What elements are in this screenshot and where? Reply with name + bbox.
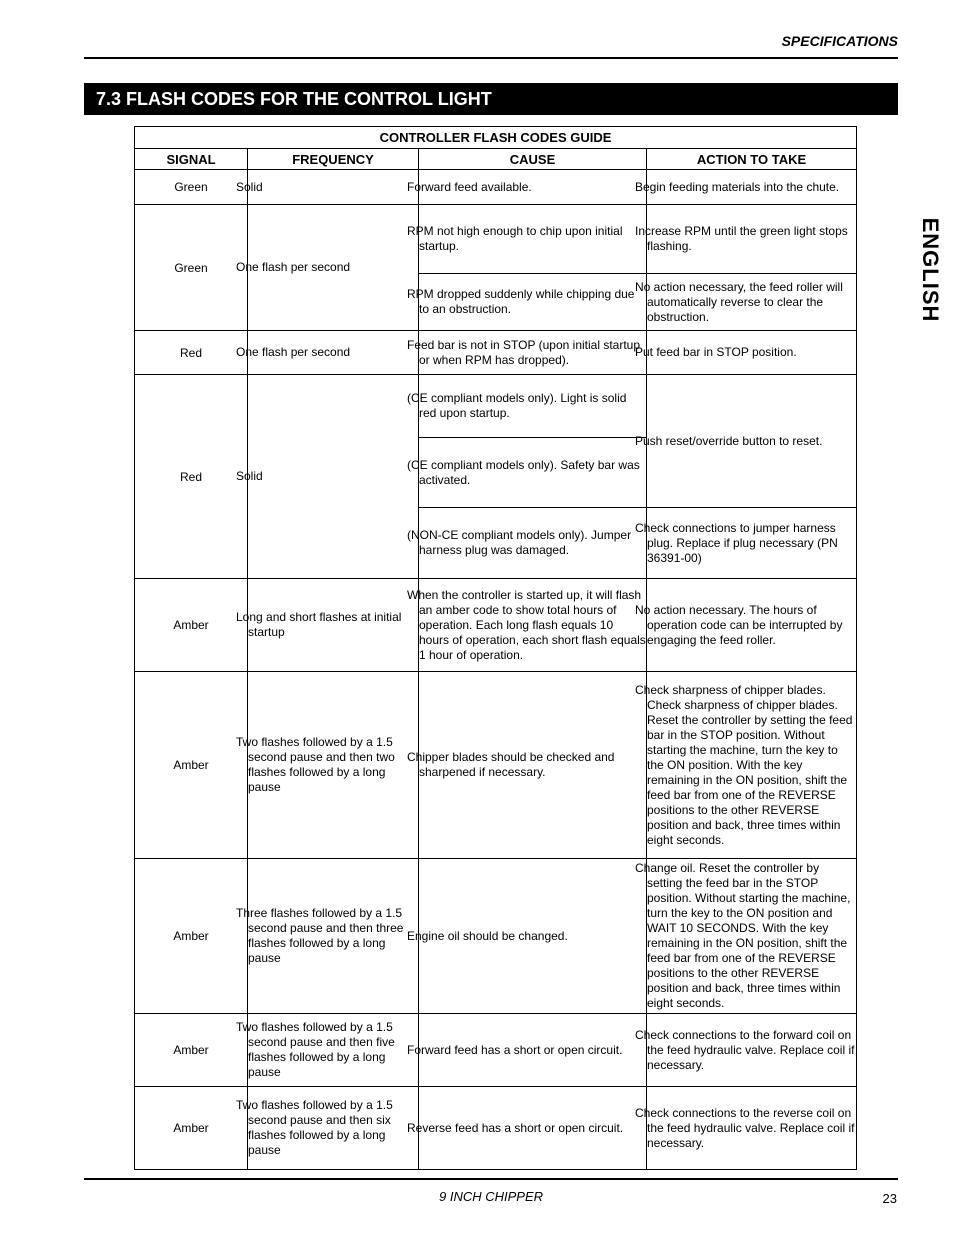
frequency-cell: Two flashes followed by a 1.5 second pause and then two flashes followed by a long pause [248, 672, 419, 859]
cause-cell: Reverse feed has a short or open circuit. [419, 1087, 647, 1170]
language-side-tab: ENGLISH [918, 217, 943, 323]
frequency-cell: One flash per second [248, 205, 419, 331]
table-row [135, 859, 857, 1014]
action-cell: Check sharpness of chipper blades. Check sharpness of chipper blades. Reset the controller by setting the feed bar in the STOP position. Without starting the machine, turn the key to the ON position. With the key remaining in the ON position, shift the feed bar from one of the REVERSE positions to the other REVERSE position and back, three times within eight seconds. [647, 672, 857, 859]
table-row [135, 579, 857, 672]
cause-cell: Forward feed has a short or open circuit. [419, 1014, 647, 1087]
column-header-cause: CAUSE [419, 149, 647, 170]
cause-cell: (CE compliant models only). Light is solid red upon startup. [419, 375, 647, 438]
frequency-cell: Two flashes followed by a 1.5 second pause and then six flashes followed by a long pause [248, 1087, 419, 1170]
footer-title: 9 INCH CHIPPER [438, 1189, 544, 1204]
action-cell: Push reset/override button to reset. [647, 375, 857, 508]
signal-cell: Amber [135, 672, 248, 859]
header-rule [84, 57, 898, 59]
cause-cell: (CE compliant models only). Safety bar was activated. [419, 438, 647, 508]
action-cell: Increase RPM until the green light stops flashing. [647, 205, 857, 274]
table-row [135, 1087, 857, 1170]
table-row [135, 205, 857, 274]
cause-cell: RPM not high enough to chip upon initial startup. [419, 205, 647, 274]
footer-rule [84, 1178, 898, 1180]
action-cell: Check connections to the forward coil on the feed hydraulic valve. Replace coil if necessary. [647, 1014, 857, 1087]
action-cell: Begin feeding materials into the chute. [647, 170, 857, 205]
action-cell: Put feed bar in STOP position. [647, 331, 857, 375]
frequency-cell: One flash per second [248, 331, 419, 375]
action-cell: Change oil. Reset the controller by setting the feed bar in the STOP position. Without starting the machine, turn the key to the ON position and WAIT 10 SECONDS. With the key remaining in the ON position, shift the feed bar from one of the REVERSE positions to the other REVERSE position and back, three times within eight seconds. [647, 859, 857, 1014]
action-cell: Check connections to jumper harness plug. Replace if plug necessary (PN 36391-00) [647, 508, 857, 579]
table-row [135, 331, 857, 375]
frequency-cell: Solid [248, 170, 419, 205]
action-cell: No action necessary, the feed roller will automatically reverse to clear the obstruction. [647, 274, 857, 331]
column-header-action: ACTION TO TAKE [647, 149, 857, 170]
frequency-cell: Three flashes followed by a 1.5 second pause and then three flashes followed by a long pause [248, 859, 419, 1014]
cause-cell: Feed bar is not in STOP (upon initial startup or when RPM has dropped). [419, 331, 647, 375]
signal-cell: Red [135, 375, 248, 579]
table-row [135, 1014, 857, 1087]
column-header-signal: SIGNAL [135, 149, 248, 170]
signal-cell: Amber [135, 1014, 248, 1087]
signal-cell: Red [135, 331, 248, 375]
cause-cell: Engine oil should be changed. [419, 859, 647, 1014]
frequency-cell: Long and short flashes at initial startup [248, 579, 419, 672]
action-cell: No action necessary. The hours of operation code can be interrupted by engaging the feed roller. [647, 579, 857, 672]
signal-cell: Amber [135, 1087, 248, 1170]
signal-cell: Green [135, 170, 248, 205]
table-title: CONTROLLER FLASH CODES GUIDE [135, 127, 857, 149]
cause-cell: Chipper blades should be checked and sharpened if necessary. [419, 672, 647, 859]
table-row [135, 672, 857, 859]
cause-cell: (NON-CE compliant models only). Jumper harness plug was damaged. [419, 508, 647, 579]
section-title-banner: 7.3 FLASH CODES FOR THE CONTROL LIGHT [84, 83, 898, 115]
page-number: 23 [882, 1191, 897, 1206]
signal-cell: Green [135, 205, 248, 331]
signal-cell: Amber [135, 859, 248, 1014]
frequency-cell: Solid [248, 375, 419, 579]
cause-cell: When the controller is started up, it will flash an amber code to show total hours of operation. Each long flash equals 10 hours of operation, each short flash equals 1 hour of operation. [419, 579, 647, 672]
running-header: SPECIFICATIONS [781, 33, 898, 49]
cause-cell: Forward feed available. [419, 170, 647, 205]
column-header-frequency: FREQUENCY [248, 149, 419, 170]
cause-cell: RPM dropped suddenly while chipping due to an obstruction. [419, 274, 647, 331]
table-row [135, 375, 857, 438]
signal-cell: Amber [135, 579, 248, 672]
table-row [135, 170, 857, 205]
flash-codes-table [134, 126, 857, 1170]
frequency-cell: Two flashes followed by a 1.5 second pause and then five flashes followed by a long pause [248, 1014, 419, 1087]
action-cell: Check connections to the reverse coil on the feed hydraulic valve. Replace coil if necessary. [647, 1087, 857, 1170]
